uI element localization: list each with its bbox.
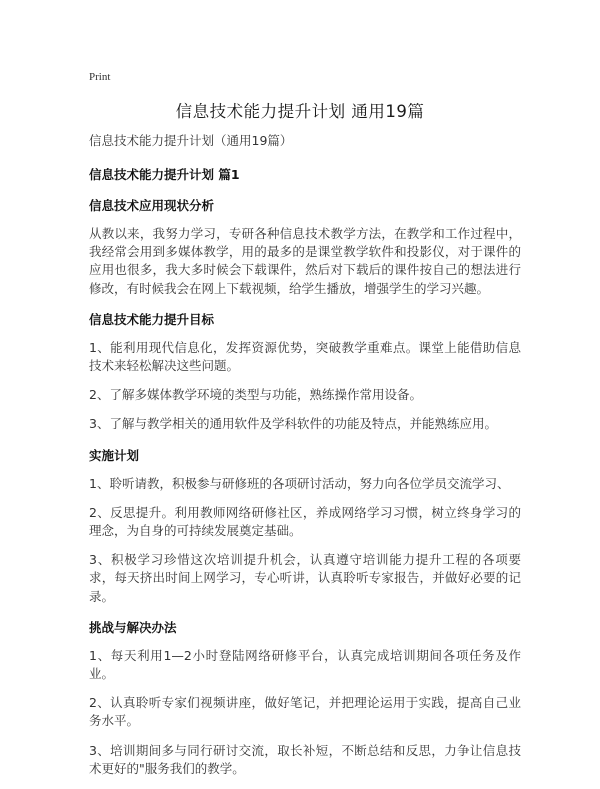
section-paragraph: 3、积极学习珍惜这次培训提升机会，认真遵守培训能力提升工程的各项要求，每天挤出时间上网学习，专心听讲，认真聆听专家报告，并做好必要的记录。: [89, 552, 521, 604]
section-paragraph: 1、每天利用1—2小时登陆网络研修平台，认真完成培训期间各项任务及作业。: [89, 647, 521, 682]
article-heading: 信息技术能力提升计划 篇1: [89, 167, 240, 182]
section-paragraph: 1、聆听请教，积极参与研修班的各项研讨活动，努力向各位学员交流学习、: [89, 475, 510, 491]
print-link[interactable]: Print: [89, 71, 111, 83]
section-heading-goals: 信息技术能力提升目标: [89, 311, 215, 327]
section-paragraph: 2、反思提升。利用教师网络研修社区，养成网络学习习惯，树立终身学习的理念，为自身的可持续发展奠定基础。: [89, 504, 521, 539]
section-heading-challenges: 挑战与解决办法: [89, 619, 177, 635]
section-paragraph: 1、能利用现代信息化，发挥资源优势，突破教学重难点。课堂上能借助信息技术来轻松解决这些问题。: [89, 339, 521, 374]
document-body: [89, 132, 521, 789]
document-title: 信息技术能力提升计划 通用19篇: [175, 102, 425, 121]
section-paragraph: 从教以来，我努力学习，专研各种信息技术教学方法，在教学和工作过程中，我经常会用到多媒体教学，用的最多的是课堂教学软件和投影仪，对于课件的应用也很多，我大多时候会下载课件，然后对下载后的课件按自己的想法进行修改，有时候我会在网上下载视频，给学生播放，增强学生的学习兴趣。: [89, 226, 521, 296]
section-paragraph: 3、培训期间多与同行研讨交流，取长补短，不断总结和反思，力争让信息技术更好的"服务我们的教学。: [89, 742, 521, 776]
section-paragraph: 2、了解多媒体教学环境的类型与功能，熟练操作常用设备。: [89, 387, 422, 403]
section-paragraph: 3、了解与教学相关的通用软件及学科软件的功能及特点，并能熟练应用。: [89, 416, 497, 432]
section-paragraph: 2、认真聆听专家们视频讲座，做好笔记，并把理论运用于实践，提高自己业务水平。: [89, 695, 521, 729]
document-subtitle: 信息技术能力提升计划（通用19篇）: [89, 133, 293, 148]
section-heading-plan: 实施计划: [89, 447, 140, 463]
section-heading-status: 信息技术应用现状分析: [89, 198, 215, 213]
